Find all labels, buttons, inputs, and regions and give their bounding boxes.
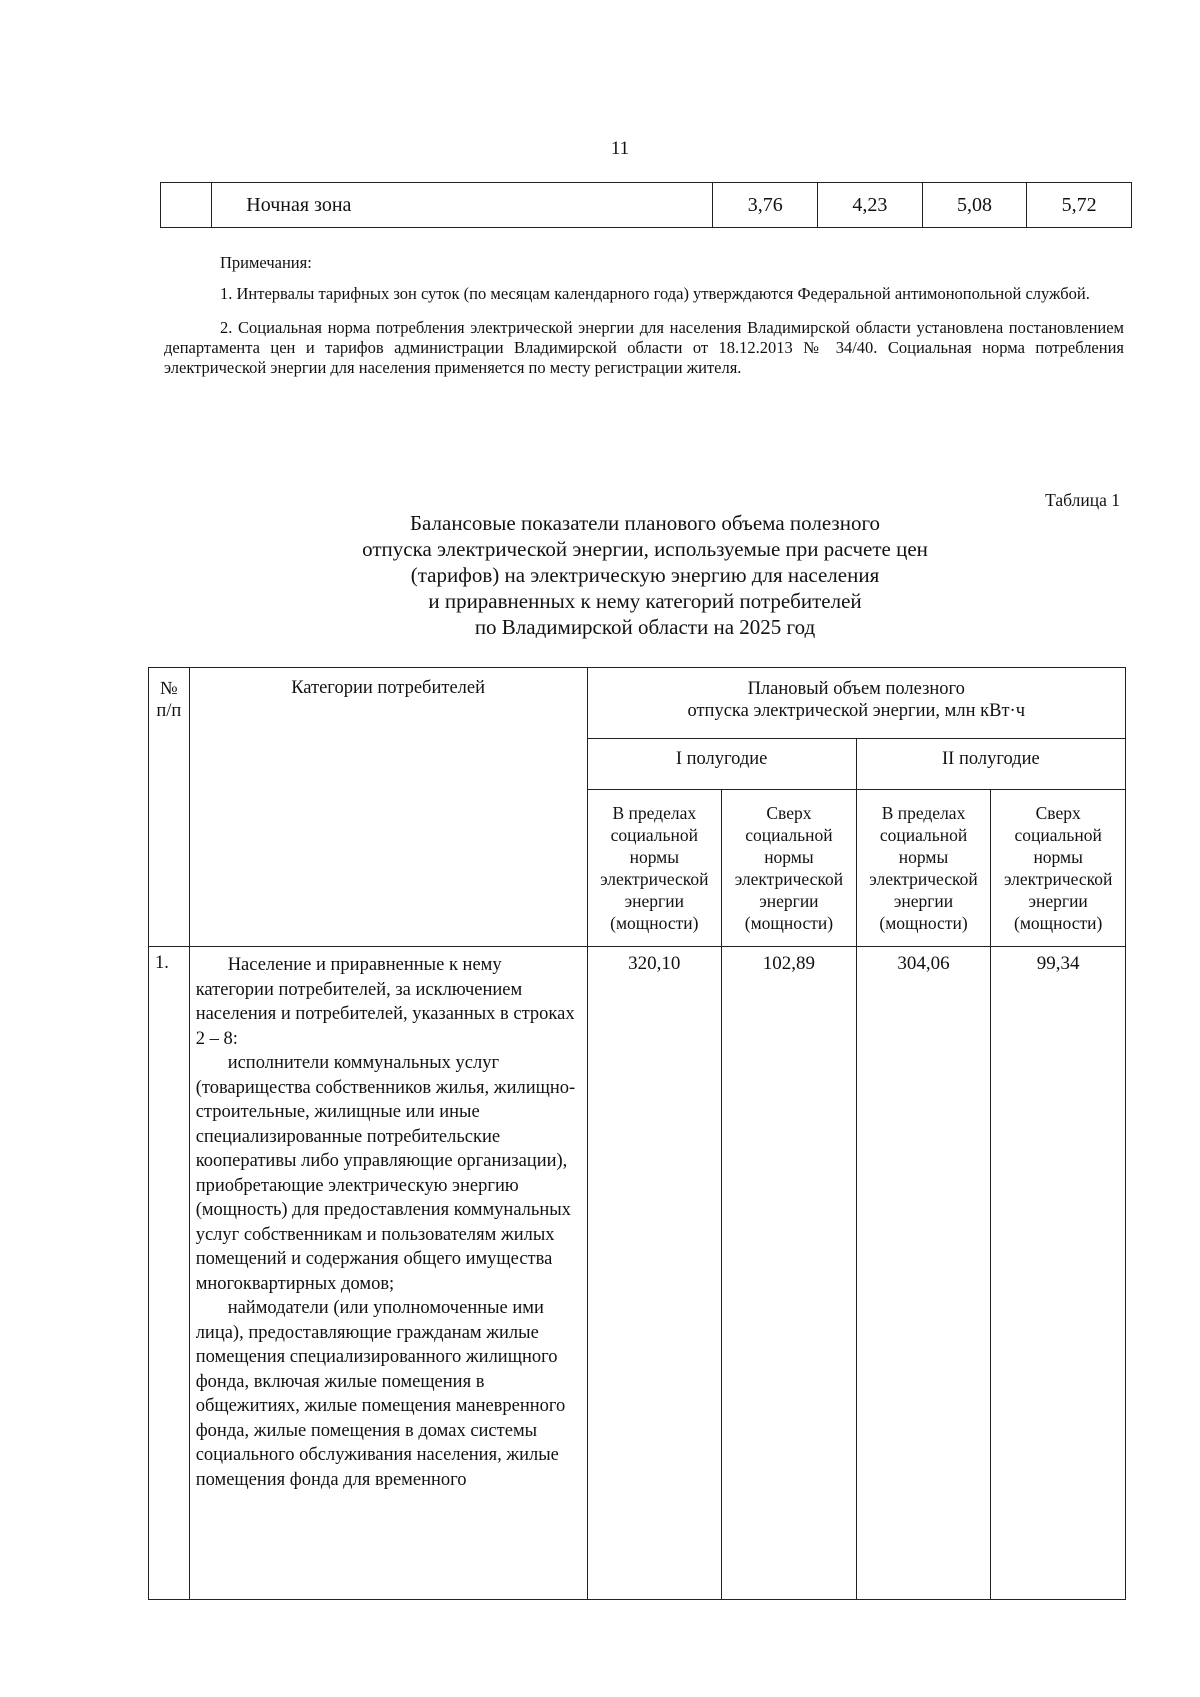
header-within-norm: В пределах социальной нормы электрической энергии (мощности)	[587, 790, 722, 947]
note-item: 1. Интервалы тарифных зон суток (по месяцам календарного года) утверждаются Федеральной антимонопольной службой.	[220, 284, 1090, 303]
category-paragraph: наймодатели (или уполномоченные ими лица), предоставляющие гражданам жилые помещения специализированного жилищного фонда, включая жилые помещения в общежитиях, жилые помещения маневренного фонда, жилые помещения в домах системы социального обслуживания населения, жилые помещения фонда для временного	[195, 1298, 566, 1490]
header-plan: Плановый объем полезного отпуска электрической энергии, млн кВт·ч	[587, 668, 1126, 739]
value-cell: 3,76	[713, 183, 818, 228]
value-cell: 320,10	[587, 947, 722, 1600]
header-within-norm: В пределах социальной нормы электрической энергии (мощности)	[856, 790, 991, 947]
header-half-2: II полугодие	[856, 739, 1125, 790]
header-above-norm: Сверх социальной нормы электрической энергии (мощности)	[722, 790, 857, 947]
value-cell: 4,23	[818, 183, 923, 228]
value-cell: 5,08	[922, 183, 1027, 228]
page-number: 11	[610, 138, 630, 159]
header-num: № п/п	[149, 668, 190, 947]
title-line: по Владимирской области на 2025 год	[474, 615, 816, 639]
title-line: (тарифов) на электрическую энергию для населения	[410, 563, 880, 587]
header-above-norm: Сверх социальной нормы электрической энергии (мощности)	[991, 790, 1126, 947]
value-cell: 5,72	[1027, 183, 1132, 228]
value-cell: 304,06	[856, 947, 991, 1600]
zone-label: Ночная зона	[212, 183, 713, 228]
night-zone-table	[160, 182, 1132, 228]
header-row	[149, 668, 1126, 739]
notes-heading: Примечания:	[220, 253, 312, 272]
title-line: Балансовые показатели планового объема полезного	[409, 511, 881, 535]
note-item: 2. Социальная норма потребления электрической энергии для населения Владимирской области установлена постановлением департамента цен и тарифов администрации Владимирской области от 18.12.2013 № 34/40. Социальная норма потребления электрической энергии для населения применяется по месту регистрации жителя.	[164, 318, 1124, 377]
table-row	[161, 183, 1132, 228]
balance-table	[148, 667, 1126, 1600]
empty-cell	[161, 183, 212, 228]
row-category	[189, 947, 587, 1600]
table-title	[300, 510, 990, 640]
notes	[164, 253, 1124, 392]
title-line: и приравненных к нему категорий потребителей	[428, 589, 862, 613]
category-paragraph: исполнители коммунальных услуг (товарищества собственников жилья, жилищно-строительные, жилищные или иные специализированные потребительские кооперативы либо управляющие организации), приобретающие электрическую энергию (мощность) для предоставления коммунальных услуг собственникам и пользователям жилых помещений и содержания общего имущества многоквартирных домов;	[195, 1053, 576, 1294]
category-paragraph: Население и приравненные к нему категории потребителей, за исключением населения и потребителей, указанных в строках 2 – 8:	[195, 955, 575, 1049]
value-cell: 102,89	[722, 947, 857, 1600]
value-cell: 99,34	[991, 947, 1126, 1600]
header-half-1: I полугодие	[587, 739, 856, 790]
table-row	[149, 947, 1126, 1600]
row-num: 1.	[149, 947, 190, 1600]
table-label: Таблица 1	[1045, 490, 1120, 510]
title-line: отпуска электрической энергии, используемые при расчете цен	[362, 537, 928, 561]
header-category: Категории потребителей	[189, 668, 587, 947]
